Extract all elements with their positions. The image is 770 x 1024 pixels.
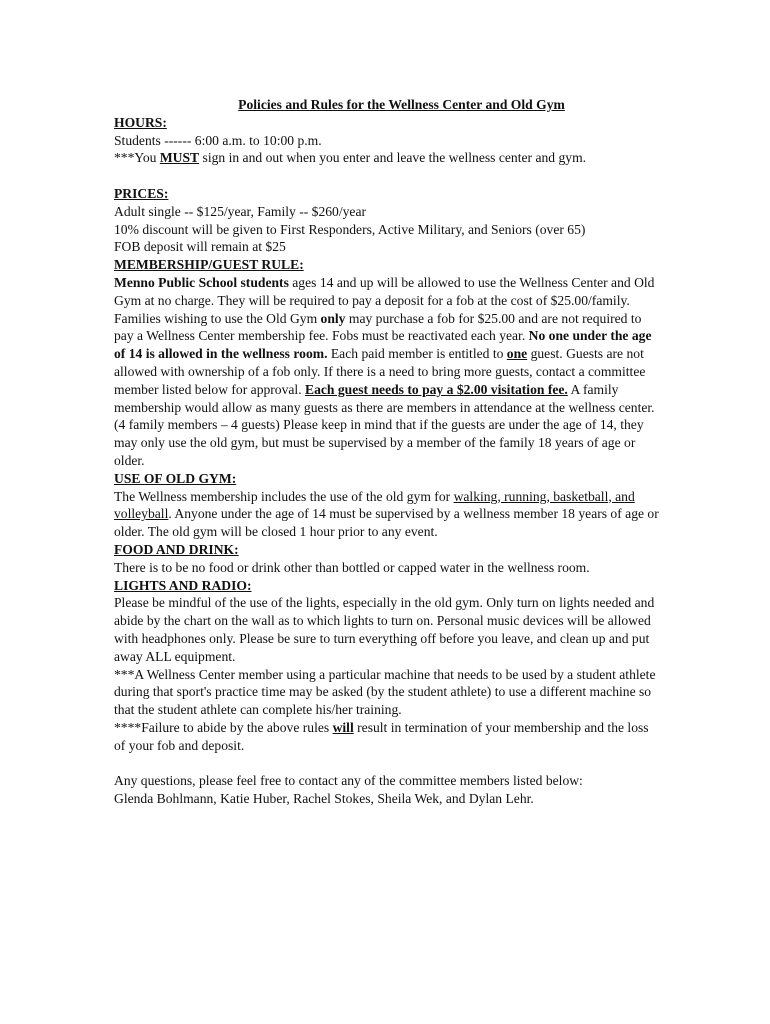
signin-rule — [114, 149, 659, 167]
prices-heading: PRICES: — [114, 185, 169, 201]
failure-pre: ****Failure to abide by the above rules — [114, 719, 333, 735]
membership-text-4: guest. Guests are not allowed with ownership of a fob only. If there is a need to bring more guests, contact a committee member listed below for approval. — [114, 346, 646, 397]
contact-line-2: Glenda Bohlmann, Katie Huber, Rachel Stokes, Sheila Wek, and Dylan Lehr. — [114, 791, 534, 807]
prices-line-2: 10% discount will be given to First Responders, Active Military, and Seniors (over 65) — [114, 221, 586, 237]
food-text: There is to be no food or drink other than bottled or capped water in the wellness room. — [114, 559, 590, 575]
membership-bold-students: Menno Public School students — [114, 274, 289, 290]
signin-post: sign in and out when you enter and leave the wellness center and gym. — [199, 150, 587, 166]
membership-text-3: Each paid member is entitled to — [327, 346, 507, 362]
failure-post: result in termination of your membership and the loss of your fob and deposit. — [114, 719, 649, 753]
food-heading: FOOD AND DRINK: — [114, 541, 239, 557]
signin-pre: ***You — [114, 150, 160, 166]
membership-text-1: ages 14 and up will be allowed to use the Wellness Center and Old Gym at no charge. They will be required to pay a deposit for a fob at the cost of $25.00/family. Families wishing to use the Old Gym — [114, 274, 655, 326]
contact-line-1: Any questions, please feel free to contact any of the committee members listed below: — [114, 773, 583, 789]
page-title: Policies and Rules for the Wellness Center and Old Gym — [238, 97, 565, 112]
students-hours: Students ------ 6:00 a.m. to 10:00 p.m. — [114, 132, 322, 148]
membership-fee: Each guest needs to pay a $2.00 visitation fee. — [305, 381, 568, 397]
lights-text-1: Please be mindful of the use of the lights, especially in the old gym. Only turn on lights needed and abide by the chart on the wall as to which lights to turn on. Personal music devices will be allowed with headphones only. Please be sure to turn everything off before you leave, and clean up and put away ALL equipment. — [114, 595, 655, 664]
prices-line-3: FOB deposit will remain at $25 — [114, 239, 286, 255]
signin-must: MUST — [159, 150, 200, 166]
old-gym-text-2: . Anyone under the age of 14 must be supervised by a wellness member 18 years of age or older. The old gym will be closed 1 hour prior to any event. — [114, 506, 659, 540]
membership-text-5: A family membership would allow as many guests as there are members in attendance at the wellness center. (4 family members – 4 guests) Please keep in mind that if the guests are under the age of 14, they may only use the old gym, but must be supervised by a member of the family 18 years of age or older. — [114, 381, 655, 468]
failure-rule — [114, 719, 659, 755]
lights-text-2: ***A Wellness Center member using a particular machine that needs to be used by a student athlete during that sport's practice time may be asked (by the student athlete) to use a different machine so that the student athlete can complete his/her training. — [114, 666, 656, 718]
membership-only: only — [320, 310, 346, 326]
lights-heading: LIGHTS AND RADIO: — [114, 577, 252, 593]
hours-heading: HOURS: — [114, 114, 167, 130]
document-page — [114, 96, 659, 808]
membership-age-rule: No one under the age of 14 is allowed in the wellness room. — [114, 328, 652, 362]
spacer — [114, 167, 659, 185]
membership-paragraph — [114, 274, 659, 470]
old-gym-paragraph — [114, 488, 659, 541]
old-gym-text-1: The Wellness membership includes the use of the old gym for — [114, 488, 454, 504]
membership-heading: MEMBERSHIP/GUEST RULE: — [114, 257, 304, 273]
old-gym-heading: USE OF OLD GYM: — [114, 470, 237, 486]
membership-one: one — [506, 346, 528, 362]
failure-will: will — [332, 719, 354, 735]
membership-text-2: may purchase a fob for $25.00 and are not required to pay a Wellness Center membership fee. Fobs must be reactivated each year. — [114, 310, 642, 344]
prices-line-1: Adult single -- $125/year, Family -- $260/year — [114, 203, 367, 219]
old-gym-activities: walking, running, basketball, and volleyball — [114, 488, 635, 522]
spacer — [114, 754, 659, 772]
